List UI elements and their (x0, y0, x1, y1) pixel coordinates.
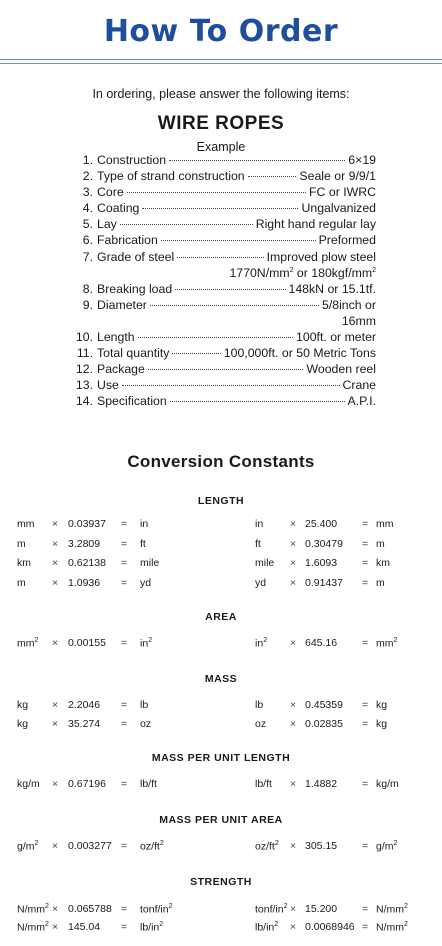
item-value: 100,000ft. or 50 Metric Tons (223, 346, 376, 361)
from-unit: km (17, 557, 31, 569)
to-unit: oz (140, 718, 152, 730)
equals-sign: = (362, 557, 369, 569)
to-unit: $N/mm^2$ (376, 903, 408, 916)
factor: 0.03937 (68, 518, 106, 530)
equals-sign: = (362, 778, 369, 790)
order-item (64, 185, 376, 201)
equals-sign: = (121, 903, 128, 915)
order-item (64, 201, 376, 217)
equals-sign: = (121, 840, 128, 852)
item-label: Specification (97, 394, 167, 409)
title-rule-bottom (0, 63, 442, 64)
from-unit: kg (17, 718, 29, 730)
item-value: Wooden reel (306, 362, 376, 377)
from-unit: mm (17, 518, 35, 530)
times-sign: × (290, 557, 297, 569)
from-unit: $lb/in^2$ (255, 921, 279, 934)
item-label: Use (97, 378, 119, 393)
item-value: 100ft. or meter (296, 330, 376, 345)
factor: 0.67196 (68, 778, 106, 790)
dot-leader (148, 369, 304, 370)
from-unit: $oz/ft^2$ (255, 840, 279, 853)
item-label: Length (97, 330, 135, 345)
times-sign: × (290, 577, 297, 589)
times-sign: × (52, 538, 59, 550)
dot-leader (170, 401, 345, 402)
factor: 0.30479 (305, 538, 343, 550)
conversion-row (0, 921, 442, 939)
item-number: 3. (82, 185, 93, 200)
from-unit: $g/m^2$ (17, 840, 39, 853)
from-unit: lb/ft (255, 778, 272, 790)
item-value: Improved plow steel (266, 249, 376, 264)
times-sign: × (290, 718, 297, 730)
to-unit: m (376, 577, 385, 589)
times-sign: × (52, 699, 59, 711)
dot-leader (161, 240, 316, 241)
dot-leader (177, 257, 263, 258)
item-label: Package (97, 362, 145, 377)
dot-leader (169, 160, 345, 161)
item-value: 148kN or 15.1tf. (288, 281, 376, 296)
to-unit: m (376, 538, 385, 550)
factor: 0.065788 (68, 903, 112, 915)
conversion-heading: Conversion Constants (127, 452, 315, 471)
equals-sign: = (121, 718, 128, 730)
times-sign: × (290, 538, 297, 550)
section-title: LENGTH (197, 495, 245, 507)
times-sign: × (52, 778, 59, 790)
equals-sign: = (121, 577, 128, 589)
equals-sign: = (362, 921, 369, 933)
dot-leader (127, 192, 306, 193)
section-title: MASS PER UNIT AREA (159, 814, 283, 826)
equals-sign: = (362, 903, 369, 915)
to-unit: $in^2$ (140, 637, 153, 650)
factor: 3.2809 (68, 538, 101, 550)
factor: 2.2046 (68, 699, 101, 711)
item-label: Fabrication (97, 233, 158, 248)
item-number: 12. (75, 362, 93, 377)
order-item (64, 346, 376, 362)
from-unit: m (17, 577, 26, 589)
item-label: Breaking load (97, 281, 173, 296)
order-item (64, 298, 376, 314)
equals-sign: = (121, 637, 128, 649)
dot-leader (150, 305, 319, 306)
times-sign: × (52, 903, 59, 915)
equals-sign: = (121, 518, 128, 530)
item-number: 9. (82, 297, 93, 312)
order-item (64, 169, 376, 185)
times-sign: × (290, 921, 297, 933)
item-label: Core (97, 185, 124, 200)
times-sign: × (290, 840, 297, 852)
to-unit: yd (140, 577, 152, 589)
to-unit: lb/ft (140, 778, 157, 790)
to-unit: mile (140, 557, 160, 569)
conversion-row (0, 903, 442, 921)
conversion-row (0, 538, 442, 556)
intro-text: In ordering, please answer the following items: (92, 87, 350, 101)
from-unit: $mm^2$ (17, 637, 39, 650)
conversion-row (0, 577, 442, 595)
order-item (64, 217, 376, 233)
from-unit: lb (255, 699, 264, 711)
dot-leader (175, 289, 285, 290)
times-sign: × (290, 637, 297, 649)
section-title: MASS PER UNIT LENGTH (151, 752, 291, 764)
item-value-continued: 16mm (341, 313, 376, 328)
order-item (64, 250, 376, 266)
from-unit: kg/m (17, 778, 40, 790)
equals-sign: = (362, 577, 369, 589)
times-sign: × (52, 557, 59, 569)
conversion-row (0, 518, 442, 536)
example-label: Example (196, 140, 246, 154)
equals-sign: = (121, 557, 128, 569)
to-unit: $lb/in^2$ (140, 921, 164, 934)
equals-sign: = (121, 699, 128, 711)
to-unit: km (376, 557, 390, 569)
item-number: 4. (82, 201, 93, 216)
from-unit: $N/mm^2$ (17, 921, 49, 934)
item-value: Preformed (318, 233, 376, 248)
equals-sign: = (362, 538, 369, 550)
order-item (64, 153, 376, 169)
conversion-row (0, 699, 442, 717)
times-sign: × (52, 637, 59, 649)
times-sign: × (52, 921, 59, 933)
item-label: Construction (97, 153, 167, 167)
factor: 35.274 (68, 718, 101, 730)
factor: 0.003277 (68, 840, 112, 852)
times-sign: × (290, 699, 297, 711)
conversion-row (0, 637, 442, 655)
item-number: 11. (76, 346, 93, 361)
to-unit: $N/mm^2$ (376, 921, 408, 934)
factor: 0.0068946 (305, 921, 355, 933)
order-item (64, 394, 376, 410)
to-unit: kg (376, 718, 388, 730)
conversion-row (0, 840, 442, 858)
factor: 0.62138 (68, 557, 106, 569)
item-label: Grade of steel (97, 249, 175, 264)
equals-sign: = (121, 921, 128, 933)
item-value: FC or IWRC (309, 185, 376, 200)
item-value: Seale or 9/9/1 (299, 169, 376, 184)
from-unit: ft (255, 538, 261, 550)
equals-sign: = (121, 778, 128, 790)
item-number: 6. (82, 233, 93, 248)
order-items-list (64, 153, 376, 411)
factor: 1.6093 (305, 557, 338, 569)
to-unit: tonf/$in^2$ (140, 903, 173, 916)
item-number: 8. (82, 281, 93, 296)
item-label: Coating (97, 201, 140, 216)
item-value: 6×19 (348, 153, 376, 167)
item-value-continued: $1770N/mm^2$ or $180kgf/mm^2$ (229, 265, 376, 280)
to-unit: lb (140, 699, 149, 711)
from-unit: oz (255, 718, 267, 730)
factor: 0.91437 (305, 577, 343, 589)
times-sign: × (52, 718, 59, 730)
factor: 1.4882 (305, 778, 338, 790)
dot-leader (172, 353, 220, 354)
section-title: MASS (204, 673, 238, 685)
item-value: 5/8inch or (321, 297, 376, 312)
factor: 1.0936 (68, 577, 101, 589)
item-number: 14. (75, 394, 93, 409)
from-unit: in (255, 518, 264, 530)
factor: 645.16 (305, 637, 338, 649)
times-sign: × (290, 778, 297, 790)
order-item (64, 282, 376, 298)
factor: 15.200 (305, 903, 338, 915)
to-unit: $mm^2$ (376, 637, 398, 650)
equals-sign: = (362, 637, 369, 649)
from-unit: tonf/$in^2$ (255, 903, 288, 916)
order-item (64, 330, 376, 346)
times-sign: × (52, 840, 59, 852)
item-value: A.P.I. (347, 394, 376, 409)
conversion-row (0, 557, 442, 575)
to-unit: ft (140, 538, 146, 550)
times-sign: × (290, 903, 297, 915)
item-label: Total quantity (97, 346, 170, 361)
from-unit: kg (17, 699, 29, 711)
factor: 305.15 (305, 840, 338, 852)
dot-leader (142, 208, 298, 209)
from-unit: m (17, 538, 26, 550)
section-title: STRENGTH (190, 876, 252, 888)
item-number: 5. (82, 217, 93, 232)
item-label: Type of strand construction (97, 169, 245, 184)
dot-leader (122, 385, 340, 386)
factor: 0.00155 (68, 637, 106, 649)
to-unit: $g/m^2$ (376, 840, 398, 853)
order-item (64, 362, 376, 378)
page-title: How To Order (103, 14, 339, 49)
section-title: AREA (205, 611, 237, 623)
equals-sign: = (362, 518, 369, 530)
item-number: 1. (82, 153, 93, 167)
from-unit: $N/mm^2$ (17, 903, 49, 916)
to-unit: kg (376, 699, 388, 711)
dot-leader (248, 176, 297, 177)
from-unit: yd (255, 577, 267, 589)
to-unit: kg/m (376, 778, 399, 790)
times-sign: × (290, 518, 297, 530)
item-number: 7. (82, 249, 93, 264)
from-unit: $in^2$ (255, 637, 268, 650)
conversion-row (0, 778, 442, 796)
order-item (64, 378, 376, 394)
item-label: Lay (97, 217, 117, 232)
equals-sign: = (362, 699, 369, 711)
item-number: 2. (82, 169, 93, 184)
item-number: 10. (75, 330, 93, 345)
item-number: 13. (75, 378, 93, 393)
equals-sign: = (362, 840, 369, 852)
item-value: Ungalvanized (301, 201, 376, 216)
dot-leader (138, 337, 293, 338)
factor: 0.45359 (305, 699, 343, 711)
item-label: Diameter (97, 297, 147, 312)
to-unit: $oz/ft^2$ (140, 840, 164, 853)
from-unit: mile (255, 557, 275, 569)
item-value: Crane (342, 378, 376, 393)
to-unit: in (140, 518, 149, 530)
to-unit: mm (376, 518, 394, 530)
title-rule-top (0, 59, 442, 60)
factor: 145.04 (68, 921, 101, 933)
order-item (64, 233, 376, 249)
dot-leader (120, 224, 253, 225)
factor: 25.400 (305, 518, 338, 530)
wire-ropes-heading: WIRE ROPES (157, 113, 285, 134)
times-sign: × (52, 518, 59, 530)
item-value: Right hand regular lay (255, 217, 376, 232)
equals-sign: = (121, 538, 128, 550)
conversion-row (0, 718, 442, 736)
equals-sign: = (362, 718, 369, 730)
times-sign: × (52, 577, 59, 589)
factor: 0.02835 (305, 718, 343, 730)
